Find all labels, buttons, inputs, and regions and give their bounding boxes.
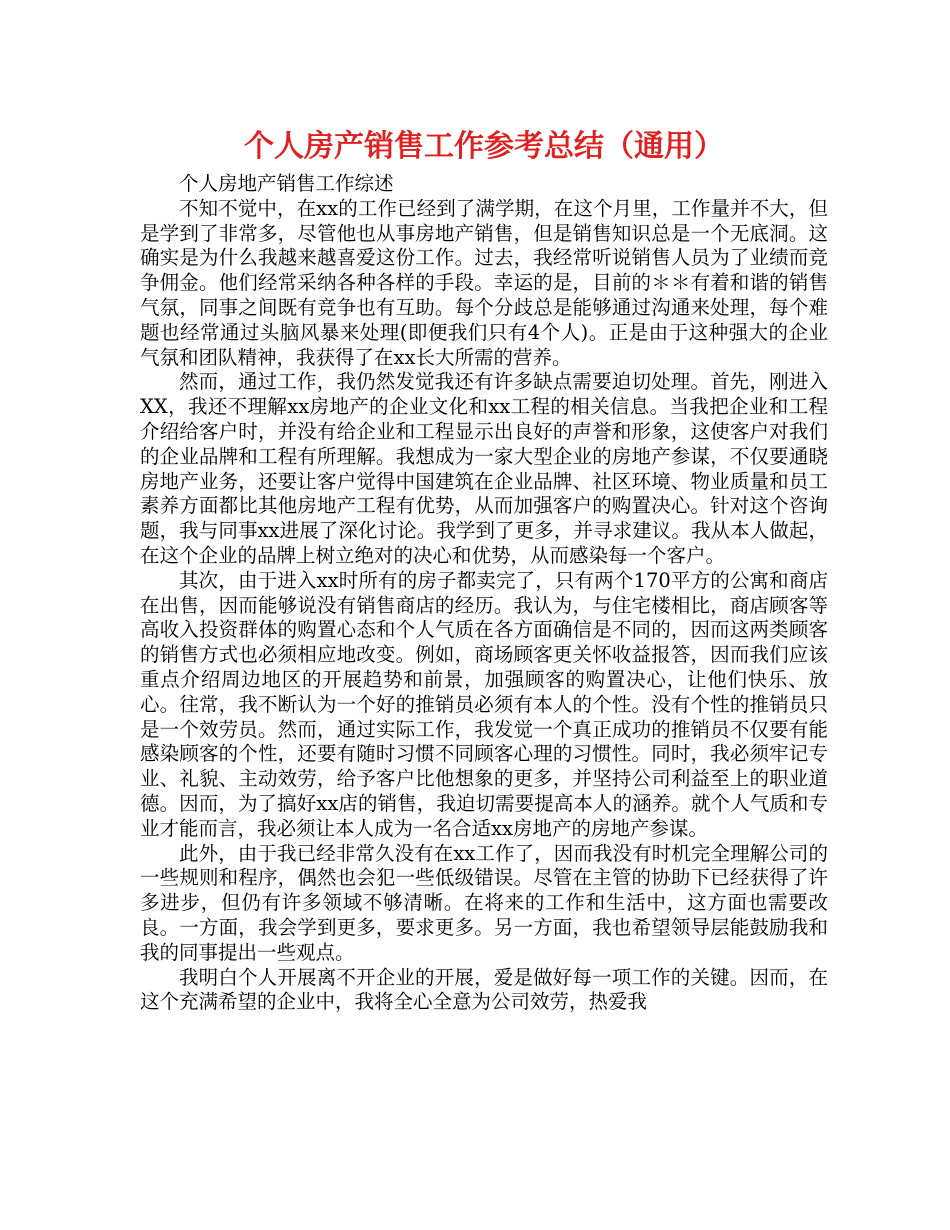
paragraph: 不知不觉中，在xx的工作已经到了满学期，在这个月里，工作量并不大，但是学到了非常多，尽管他也从事房地产销售，但是销售知识总是一个无底洞。这确实是为什么我越来越喜爱这份工作。过去，我经常听说销售人员为了业绩而竞争佣金。他们经常采纳各种各样的手段。幸运的是，目前的＊＊有着和谐的销售气氛，同事之间既有竞争也有互助。每个分歧总是能够通过沟通来处理，每个难题也经常通过头脑风暴来处理(即便我们只有4个人)。正是由于这种强大的企业气氛和团队精神，我获得了在xx长大所需的营养。 (140, 196, 828, 369)
paragraph: 我明白个人开展离不开企业的开展，爱是做好每一项工作的关键。因而，在这个充满希望的企业中，我将全心全意为公司效劳，热爱我 (140, 965, 828, 1014)
paragraph: 然而，通过工作，我仍然发觉我还有许多缺点需要迫切处理。首先，刚进入XX，我还不理解xx房地产的企业文化和xx工程的相关信息。当我把企业和工程介绍给客户时，并没有给企业和工程显示出良好的声誉和形象，这使客户对我们的企业品牌和工程有所理解。我想成为一家大型企业的房地产参谋，不仅要通晓房地产业务，还要让客户觉得中国建筑在企业品牌、社区环境、物业质量和员工素养方面都比其他房地产工程有优势，从而加强客户的购置决心。针对这个咨询题，我与同事xx进展了深化讨论。我学到了更多，并寻求建议。我从本人做起，在这个企业的品牌上树立绝对的决心和优势，从而感染每一个客户。 (140, 370, 828, 567)
paragraph: 其次，由于进入xx时所有的房子都卖完了，只有两个170平方的公寓和商店在出售，因而能够说没有销售商店的经历。我认为，与住宅楼相比，商店顾客等高收入投资群体的购置心态和个人气质在各方面确信是不同的，因而这两类顾客的销售方式也必须相应地改变。例如，商场顾客更关怀收益报答，因而我们应该重点介绍周边地区的开展趋势和前景，加强顾客的购置决心，让他们快乐、放心。往常，我不断认为一个好的推销员必须有本人的个性。没有个性的推销员只是一个效劳员。然而，通过实际工作，我发觉一个真正成功的推销员不仅要有能感染顾客的个性，还要有随时习惯不同顾客心理的习惯性。同时，我必须牢记专业、礼貌、主动效劳，给予客户比他想象的更多，并坚持公司利益至上的职业道德。因而，为了搞好xx店的销售，我迫切需要提高本人的涵养。就个人气质和专业才能而言，我必须让本人成为一名合适xx房地产的房地产参谋。 (140, 568, 828, 840)
document-page (140, 122, 828, 1015)
document-title: 个人房产销售工作参考总结（通用） (244, 129, 724, 164)
paragraph: 此外，由于我已经非常久没有在xx工作了，因而我没有时机完全理解公司的一些规则和程序，偶然也会犯一些低级错误。尽管在主管的协助下已经获得了许多进步，但仍有许多领域不够清晰。在将来的工作和生活中，这方面也需要改良。一方面，我会学到更多，要求更多。另一方面，我也希望领导层能鼓励我和我的同事提出一些观点。 (140, 841, 828, 964)
section-heading: 个人房地产销售工作综述 (179, 172, 394, 195)
document-body (140, 172, 828, 1015)
